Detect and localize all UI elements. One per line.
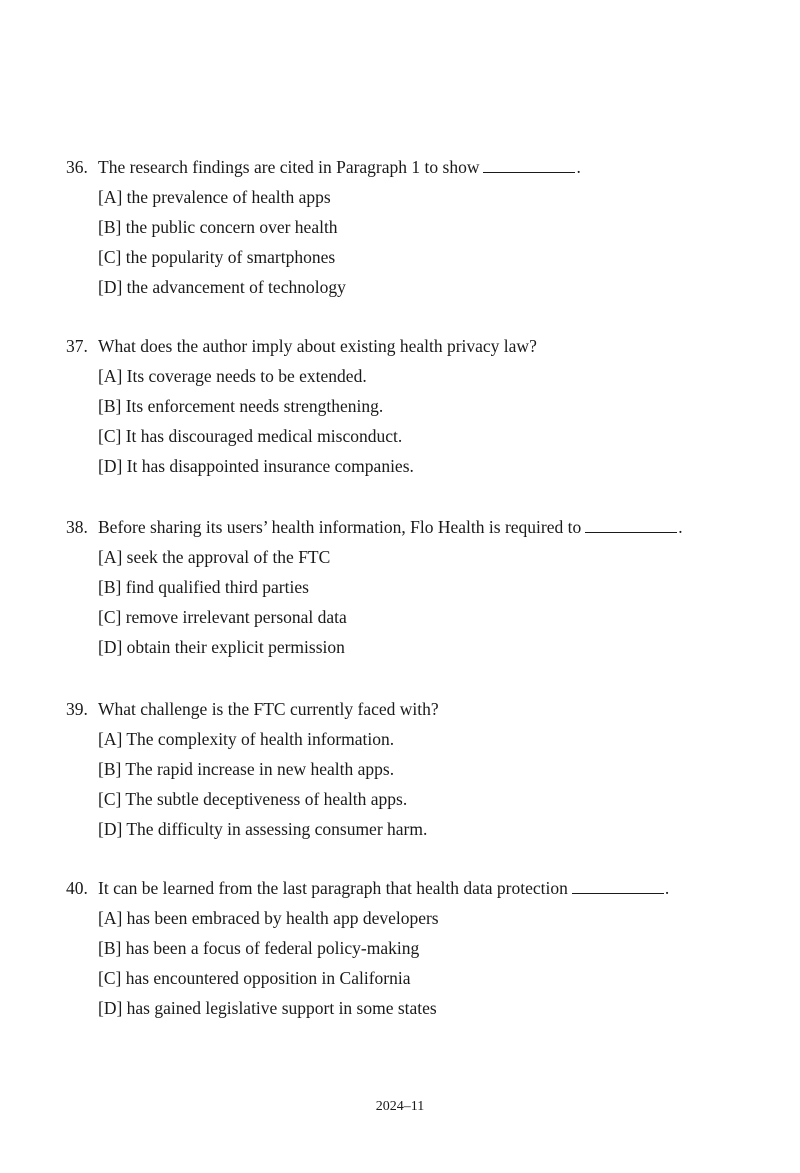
question-stem	[66, 155, 581, 179]
option-c: [C] remove irrelevant personal data	[98, 607, 347, 627]
page-footer-code: 2024–11	[375, 1099, 425, 1114]
option-a: [A] Its coverage needs to be extended.	[98, 366, 367, 386]
question-stem	[66, 697, 439, 721]
question-number: 37.	[66, 336, 88, 356]
option-a: [A] the prevalence of health apps	[98, 187, 331, 207]
question-number: 40.	[66, 878, 88, 898]
option-d: [D] It has disappointed insurance companies.	[98, 456, 414, 476]
option-b: [B] The rapid increase in new health apps.	[98, 759, 395, 779]
option-a: [A] has been embraced by health app developers	[98, 908, 439, 928]
option-b: [B] the public concern over health	[98, 217, 338, 237]
option-d: [D] the advancement of technology	[98, 277, 346, 297]
question-text: It can be learned from the last paragraph that health data protection	[98, 878, 568, 898]
option-a: [A] The complexity of health information.	[98, 729, 395, 749]
option-c: [C] has encountered opposition in California	[98, 968, 411, 988]
question-text: The research findings are cited in Paragraph 1 to show	[98, 157, 480, 177]
question-number: 39.	[66, 699, 88, 719]
blank-period: .	[678, 517, 683, 537]
option-d: [D] The difficulty in assessing consumer harm.	[98, 819, 428, 839]
option-b: [B] Its enforcement needs strengthening.	[98, 396, 384, 416]
option-c: [C] the popularity of smartphones	[98, 247, 336, 267]
answer-blank	[585, 518, 677, 533]
question-stem	[66, 876, 669, 900]
option-b: [B] find qualified third parties	[98, 577, 309, 597]
question-stem	[66, 334, 537, 358]
option-c: [C] The subtle deceptiveness of health apps.	[98, 789, 408, 809]
question-text: What challenge is the FTC currently faced with?	[98, 699, 439, 719]
question-stem	[66, 515, 683, 539]
option-b: [B] has been a focus of federal policy-making	[98, 938, 420, 958]
option-c: [C] It has discouraged medical misconduct.	[98, 426, 403, 446]
blank-period: .	[576, 157, 581, 177]
question-number: 36.	[66, 157, 88, 177]
question-text: What does the author imply about existing health privacy law?	[98, 336, 537, 356]
question-text: Before sharing its users’ health information, Flo Health is required to	[98, 517, 582, 537]
option-d: [D] has gained legislative support in some states	[98, 998, 437, 1018]
answer-blank	[483, 158, 575, 173]
blank-period: .	[664, 878, 670, 898]
option-a: [A] seek the approval of the FTC	[98, 547, 331, 567]
question-number: 38.	[66, 517, 88, 537]
option-d: [D] obtain their explicit permission	[98, 637, 345, 657]
answer-blank	[572, 879, 664, 894]
